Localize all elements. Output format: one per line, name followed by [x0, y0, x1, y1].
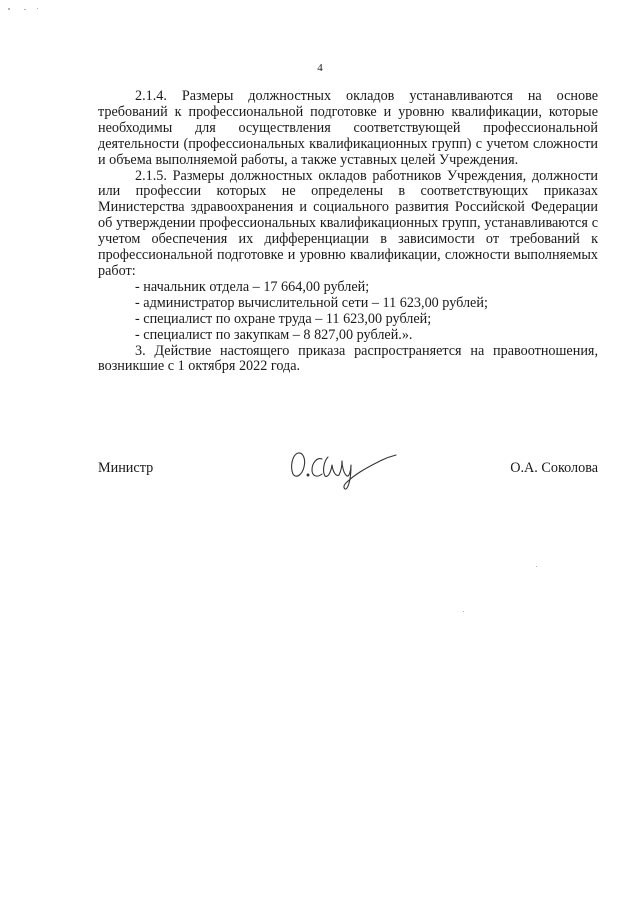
salary-item-department-head: - начальник отдела – 17 664,00 рублей; — [135, 278, 370, 295]
signatory-name: О.А. Соколова — [510, 460, 598, 476]
paragraph-2-1-4: 2.1.4. Размеры должностных окладов устанавливаются на основе требований к профессиональной подготовке и уровню квалификации, которые необходимы для осуществления соответствующей профессиональной деятельности (профессиональных квалификационных групп) с учетом сложности и объема выполняемой работы, а также уставных целей Учреждения. — [98, 88, 598, 168]
salary-item-labor-safety: - специалист по охране труда – 11 623,00 рублей; — [135, 310, 432, 327]
scan-speck — [536, 566, 537, 567]
scan-speck — [24, 9, 26, 10]
salary-item-procurement: - специалист по закупкам – 8 827,00 рублей.». — [135, 326, 413, 343]
scan-speck — [37, 8, 38, 9]
salary-item-network-admin: - администратор вычислительной сети – 11 623,00 рублей; — [135, 294, 488, 311]
scan-speck — [463, 611, 464, 612]
paragraph-2-1-5: 2.1.5. Размеры должностных окладов работников Учреждения, должности или профессии которых не определены в соответствующих приказах Министерства здравоохранения и социального развития Российской Федерации об утверждении профессиональных квалификационных групп, устанавливаются с учетом обеспечения их дифференциации в зависимости от требований к профессиональной подготовке и уровню квалификации, сложности выполняемых работ: — [98, 167, 598, 279]
paragraph-3-effective-date: 3. Действие настоящего приказа распространяется на правоотношения, возникшие с 1 октября 2022 года. — [98, 342, 598, 375]
handwritten-signature — [284, 441, 404, 491]
page-number: 4 — [317, 62, 323, 74]
document-body — [98, 89, 598, 375]
scan-speck — [8, 8, 10, 10]
signatory-position: Министр — [98, 460, 154, 476]
